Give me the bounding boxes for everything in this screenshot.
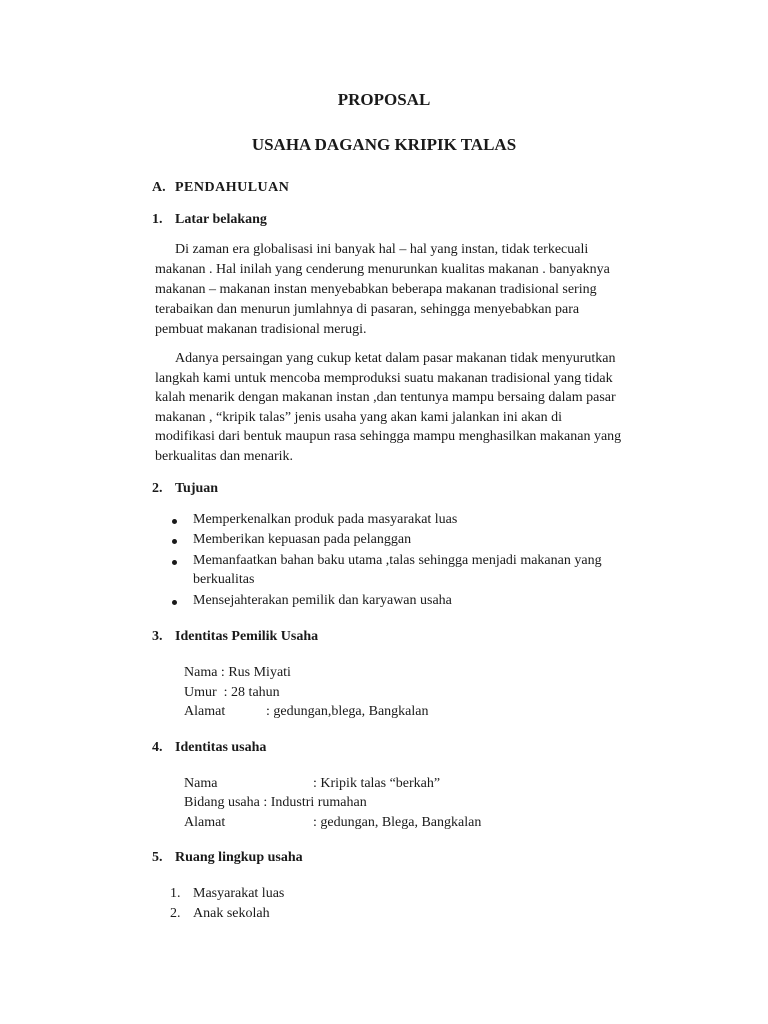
section-5-number: 5. — [152, 850, 163, 865]
paragraph-1-line: Di zaman era globalisasi ini banyak hal – hal yang instan, tidak terkecuali — [175, 242, 589, 257]
business-field: Bidang usaha : Industri rumahan — [184, 795, 367, 810]
paragraph-2-line: Adanya persaingan yang cukup ketat dalam pasar makanan tidak menyurutkan — [175, 351, 616, 366]
business-address-label: Alamat — [184, 815, 226, 830]
goal-item: Memanfaatkan bahan baku utama ,talas sehingga menjadi makanan yang — [193, 553, 602, 568]
bullet-icon — [172, 539, 177, 544]
bullet-icon — [172, 519, 177, 524]
section-4-number: 4. — [152, 740, 163, 755]
section-1-number: 1. — [152, 212, 163, 227]
document-subtitle: USAHA DAGANG KRIPIK TALAS — [251, 135, 517, 154]
owner-name: Nama : Rus Miyati — [184, 665, 291, 680]
document-title: PROPOSAL — [337, 90, 431, 109]
scope-item-number: 2. — [170, 906, 181, 921]
goal-item: Mensejahterakan pemilik dan karyawan usaha — [193, 593, 452, 608]
section-2-number: 2. — [152, 481, 163, 496]
section-a-title: PENDAHULUAN — [175, 180, 290, 195]
paragraph-1-line: makanan – makanan instan menyebabkan beberapa makanan tradisional sering — [155, 282, 597, 297]
section-3-number: 3. — [152, 629, 163, 644]
section-4-title: Identitas usaha — [175, 740, 267, 755]
section-3-title: Identitas Pemilik Usaha — [175, 629, 319, 644]
business-address-value: : gedungan, Blega, Bangkalan — [313, 815, 482, 830]
paragraph-2-line: berkualitas dan menarik. — [155, 449, 294, 464]
scope-item-text: Masyarakat luas — [193, 886, 285, 901]
paragraph-1-line: makanan . Hal inilah yang cenderung menurunkan kualitas makanan . banyaknya — [155, 262, 610, 277]
scope-item-number: 1. — [170, 886, 181, 901]
paragraph-2-line: modifikasi dari bentuk maupun rasa sehingga mampu menghasilkan makanan yang — [155, 429, 622, 444]
section-2-title: Tujuan — [175, 481, 219, 496]
scope-item-text: Anak sekolah — [193, 906, 270, 921]
owner-address-value: : gedungan,blega, Bangkalan — [266, 704, 429, 719]
bullet-icon — [172, 600, 177, 605]
paragraph-1-line: pembuat makanan tradisional merugi. — [155, 322, 367, 337]
section-5-title: Ruang lingkup usaha — [175, 850, 303, 865]
goal-item: Memberikan kepuasan pada pelanggan — [193, 532, 412, 547]
section-a-label: A. — [152, 180, 166, 195]
section-1-title: Latar belakang — [175, 212, 267, 227]
paragraph-2-line: langkah kami untuk mencoba memproduksi suatu makanan tradisional yang tidak — [155, 371, 613, 386]
goal-item: Memperkenalkan produk pada masyarakat luas — [193, 512, 458, 527]
owner-age: Umur : 28 tahun — [184, 685, 280, 700]
bullet-icon — [172, 560, 177, 565]
business-name-label: Nama — [184, 776, 218, 791]
paragraph-1-line: terabaikan dan menurun jumlahnya di pasaran, sehingga menyebabkan para — [155, 302, 580, 317]
business-name-value: : Kripik talas “berkah” — [313, 776, 441, 791]
paragraph-2-line: makanan , “kripik talas” jenis usaha yang akan kami jalankan ini akan di — [155, 410, 563, 425]
owner-address-label: Alamat — [184, 704, 226, 719]
goal-item-continuation: berkualitas — [193, 572, 255, 587]
paragraph-2-line: kalah menarik dengan makanan instan ,dan tentunya mampu bersaing dalam pasar — [155, 390, 616, 405]
